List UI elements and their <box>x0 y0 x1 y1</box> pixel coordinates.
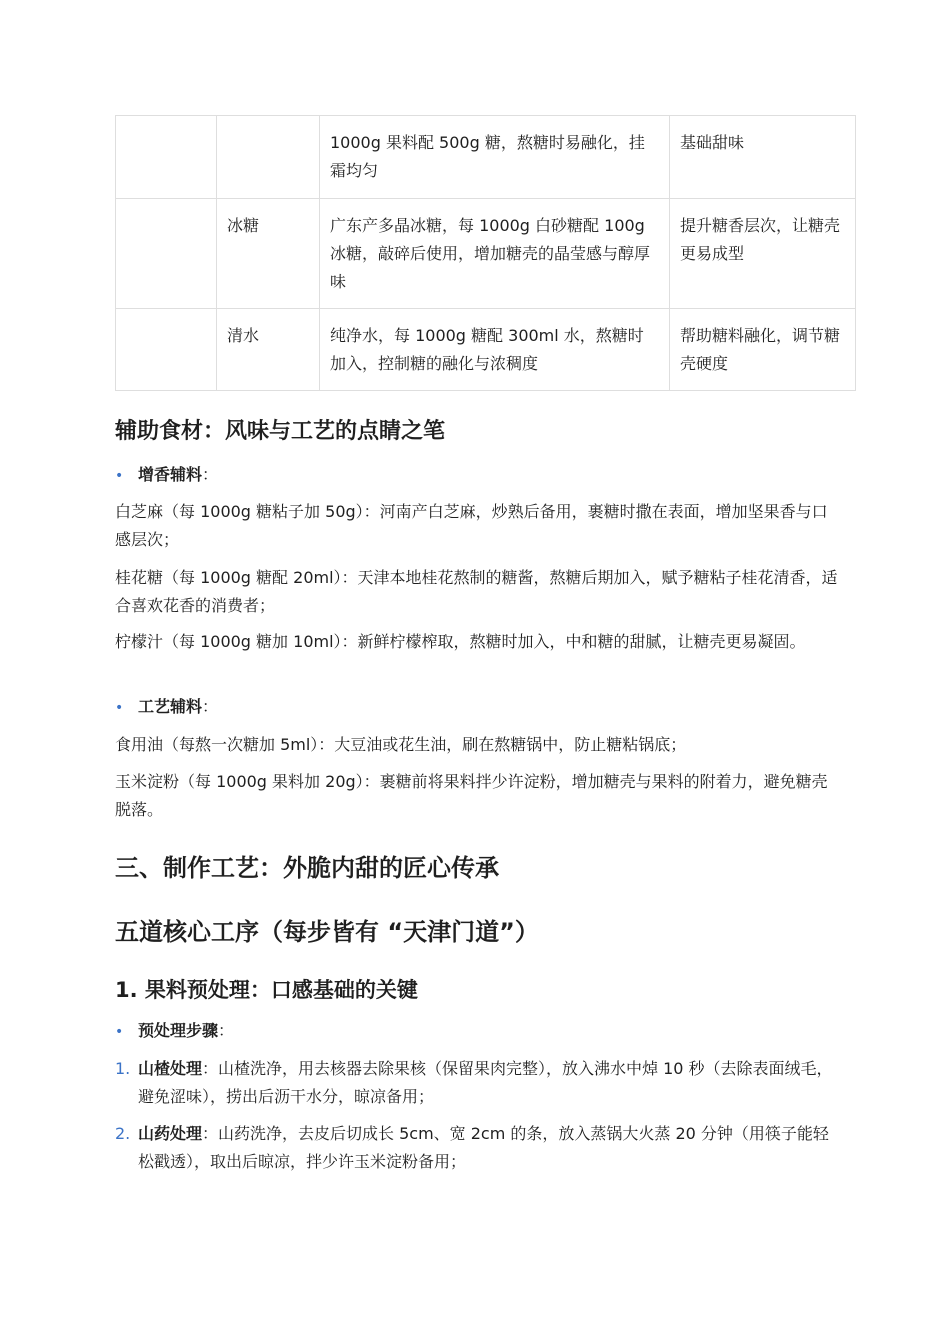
paragraph: 桂花糖（每 1000g 糖配 20ml）：天津本地桂花熬制的糖酱，熬糖后期加入，赋予糖粘子桂花清香，适合喜欢花香的消费者； <box>115 568 838 615</box>
table-cell: 基础甜味 <box>670 116 856 199</box>
paragraph: 白芝麻（每 1000g 糖粘子加 50g）：河南产白芝麻，炒熟后备用，裹糖时撒在表面，增加坚果香与口感层次； <box>115 502 828 549</box>
bullet-flavor <box>115 461 218 490</box>
section-title: 三、制作工艺：外脆内甜的匠心传承 <box>115 854 499 882</box>
item-name: 山楂处理 <box>138 1059 203 1078</box>
paragraph: 玉米淀粉（每 1000g 果料加 20g）：裹糖前将果料拌少许淀粉，增加糖壳与果料的附着力，避免糖壳脱落。 <box>115 772 828 819</box>
colon: ： <box>218 1021 235 1040</box>
table-row <box>116 116 856 199</box>
step-title: 1. 果料预处理：口感基础的关键 <box>115 978 418 1002</box>
table-cell: 帮助糖料融化，调节糖壳硬度 <box>670 309 856 391</box>
aux-heading: 辅助食材：风味与工艺的点睛之笔 <box>115 419 446 444</box>
numbered-item <box>115 1055 840 1111</box>
item-text: ：山楂洗净，用去核器去除果核（保留果肉完整），放入沸水中焯 10 秒（去除表面绒毛，避免涩味），捞出后沥干水分，晾凉备用； <box>138 1059 833 1106</box>
table-cell: 广东产多晶冰糖，每 1000g 白砂糖配 100g 冰糖，敲碎后使用，增加糖壳的晶莹感与醇厚味 <box>320 199 670 309</box>
bullet-label: 增香辅料 <box>138 465 203 484</box>
colon: ： <box>202 697 219 716</box>
bullet-dot-icon: • <box>115 468 124 484</box>
table-cell <box>217 116 320 199</box>
section-subtitle: 五道核心工序（每步皆有 “天津门道”） <box>115 918 539 946</box>
table-cell <box>116 116 217 199</box>
paragraph: 柠檬汁（每 1000g 糖加 10ml）：新鲜柠檬榨取，熬糖时加入，中和糖的甜腻，让糖壳更易凝固。 <box>115 632 806 651</box>
table-row <box>116 309 856 391</box>
table-row <box>116 199 856 309</box>
table-cell: 冰糖 <box>217 199 320 309</box>
bullet-label: 工艺辅料 <box>138 697 203 716</box>
numbered-item <box>115 1120 840 1176</box>
table-cell <box>116 199 217 309</box>
bullet-steps <box>115 1017 234 1046</box>
item-number: 2. <box>115 1124 131 1143</box>
bullet-label: 预处理步骤 <box>138 1021 219 1040</box>
table-cell: 1000g 果料配 500g 糖，熬糖时易融化，挂霜均匀 <box>320 116 670 199</box>
bullet-dot-icon: • <box>115 700 124 716</box>
item-text: ：山药洗净，去皮后切成长 5cm、宽 2cm 的条，放入蒸锅大火蒸 20 分钟（用筷子能轻松戳透），取出后晾凉，拌少许玉米淀粉备用； <box>138 1124 829 1171</box>
table-cell: 纯净水，每 1000g 糖配 300ml 水，熬糖时加入，控制糖的融化与浓稠度 <box>320 309 670 391</box>
paragraph: 食用油（每熬一次糖加 5ml）：大豆油或花生油，刷在熬糖锅中，防止糖粘锅底； <box>115 735 687 754</box>
bullet-dot-icon: • <box>115 1024 124 1040</box>
table-cell: 提升糖香层次，让糖壳更易成型 <box>670 199 856 309</box>
table-cell: 清水 <box>217 309 320 391</box>
ingredients-table <box>115 115 856 391</box>
table-cell <box>116 309 217 391</box>
item-number: 1. <box>115 1059 131 1078</box>
bullet-craft <box>115 693 218 722</box>
colon: ： <box>202 465 219 484</box>
item-name: 山药处理 <box>138 1124 203 1143</box>
